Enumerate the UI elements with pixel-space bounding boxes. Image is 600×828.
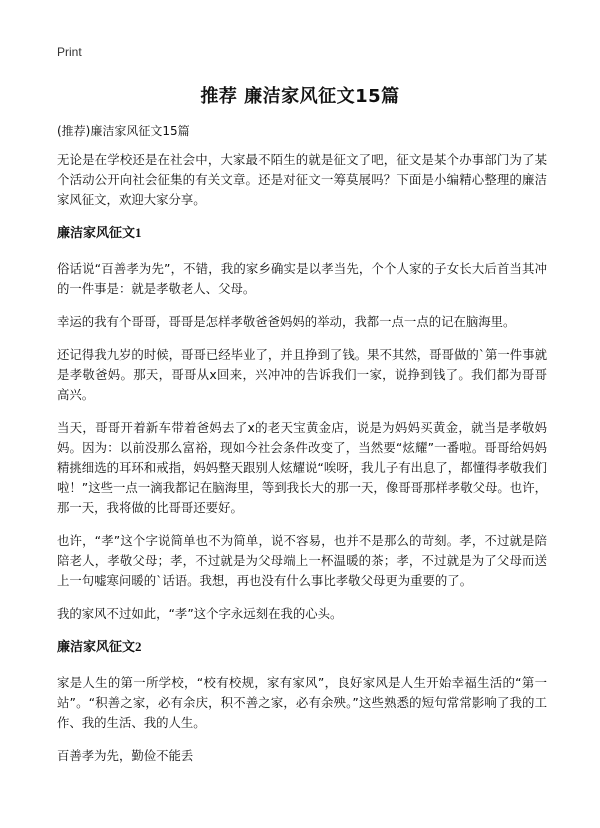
paragraph: 还记得我九岁的时候，哥哥已经毕业了，并且挣到了钱。果不其然，哥哥做的`第一件事就是孝敬爸妈。那天，哥哥从x回来，兴冲冲的告诉我们一家，说挣到钱了。我们都为哥哥高兴。 bbox=[57, 347, 547, 402]
paragraph: 也许，“孝”这个字说简单也不为简单，说不容易，也并不是那么的苛刻。孝，不过就是陪陪老人，孝敬父母；孝，不过就是为父母端上一杯温暖的茶；孝，不过就是为了父母而送上一句嘘寒问暖的`话语。我想，再也没有什么事比孝敬父母更为重要的了。 bbox=[57, 533, 547, 588]
print-link[interactable]: Print bbox=[57, 45, 82, 59]
document-subtitle: (推荐)廉洁家风征文15篇 bbox=[57, 124, 190, 138]
section-heading-2: 廉洁家风征文2 bbox=[57, 639, 142, 654]
paragraph: 百善孝为先，勤俭不能丢 bbox=[57, 748, 194, 763]
section-heading-1: 廉洁家风征文1 bbox=[57, 225, 142, 240]
paragraph: 当天，哥哥开着新车带着爸妈去了x的老天宝黄金店，说是为妈妈买黄金，就当是孝敬妈妈。因为：以前没那么富裕，现如今社会条件改变了，当然要“炫耀”一番啦。哥哥给妈妈精挑细选的耳环和戒指，妈妈整天跟别人炫耀说“唉呀，我儿子有出息了，都懂得孝敬我们啦！”这些一点一滴我都记在脑海里，等到我长大的那一天，像哥哥那样孝敬父母。也许，那一天，我将做的比哥哥还要好。 bbox=[57, 420, 547, 515]
page-title: 推荐 廉洁家风征文15篇 bbox=[200, 86, 400, 107]
paragraph: 家是人生的第一所学校，“校有校规，家有家风”，良好家风是人生开始幸福生活的“第一站”。“积善之家，必有余庆，积不善之家，必有余殃。”这些熟悉的短句常常影响了我的工作、我的生活、我的人生。 bbox=[57, 675, 547, 730]
document-body bbox=[57, 150, 547, 779]
intro-paragraph: 无论是在学校还是在社会中，大家最不陌生的就是征文了吧，征文是某个办事部门为了某个活动公开向社会征集的有关文章。还是对征文一筹莫展吗？下面是小编精心整理的廉洁家风征文，欢迎大家分享。 bbox=[57, 152, 547, 207]
paragraph: 我的家风不过如此，“孝”这个字永远刻在我的心头。 bbox=[57, 606, 343, 621]
paragraph: 幸运的我有个哥哥，哥哥是怎样孝敬爸爸妈妈的举动，我都一点一点的记在脑海里。 bbox=[57, 314, 516, 329]
paragraph: 俗话说“百善孝为先”，不错，我的家乡确实是以孝当先，个个人家的子女长大后首当其冲的一件事是：就是孝敬老人、父母。 bbox=[57, 261, 547, 296]
